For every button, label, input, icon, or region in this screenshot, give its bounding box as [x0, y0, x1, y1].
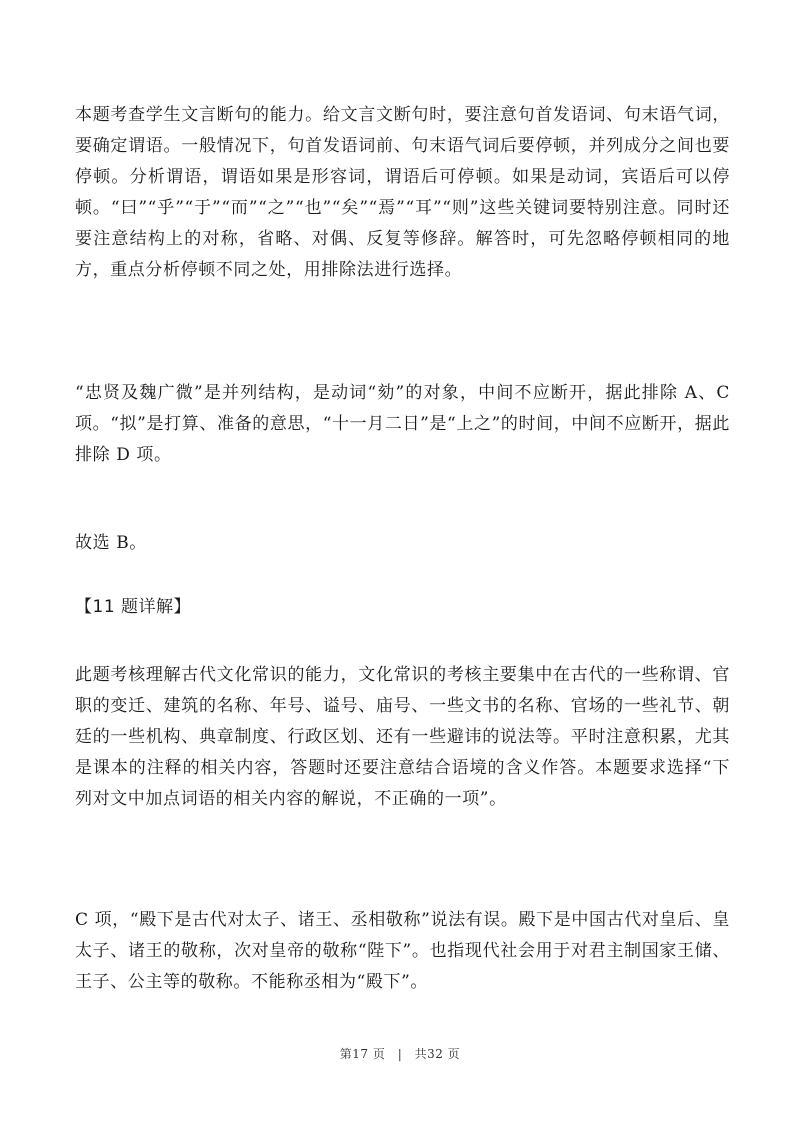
paragraph-cultural-knowledge: 此题考核理解古代文化常识的能力，文化常识的考核主要集中在古代的一些称谓、官职的变迁、建筑的名称、年号、谥号、庙号、一些文书的名称、官场的一些礼节、朝廷的一些机构、典章制度、行政区划、还有一些避讳的说法等。平时注意积累，尤其是课本的注释的相关内容，答题时还要注意结合语境的含义作答。本题要求选择“下列对文中加点词语的相关内容的解说，不正确的一项”。 — [75, 665, 730, 809]
paragraph-option-c-explanation: C 项，“殿下是古代对太子、诸王、丞相敬称”说法有误。殿下是中国古代对皇后、皇太子、诸王的敬称，次对皇帝的敬称“陛下”。也指现代社会用于对君主制国家王储、王子、公主等的敬称。不能称丞相为“殿下”。 — [75, 910, 730, 992]
paragraph-sentence-break-analysis: 本题考查学生文言断句的能力。给文言文断句时，要注意句首发语词、句末语气词，要确定谓语。一般情况下，句首发语词前、句末语气词后要停顿，并列成分之间也要停顿。分析谓语，谓语如果是形容词，谓语后可停顿。如果是动词，宾语后可以停顿。“曰”“乎”“于”“而”“之”“也”“矣”“焉”“耳”“则”这些关键词要特别注意。同时还要注意结构上的对称，省略、对偶、反复等修辞。解答时，可先忽略停顿相同的地方，重点分析停顿不同之处，用排除法进行选择。 — [75, 105, 730, 280]
paragraph-answer: 故选 B。 — [75, 533, 147, 553]
page-number: 第17 页 — [339, 1047, 386, 1061]
page-footer — [0, 1045, 800, 1062]
page-total: 共32 页 — [414, 1047, 461, 1061]
footer-separator: | — [397, 1047, 403, 1061]
paragraph-option-elimination: “忠贤及魏广微”是并列结构，是动词“劾”的对象，中间不应断开，据此排除 A、C 项。“拟”是打算、准备的意思，“十一月二日”是“上之”的时间，中间不应断开，据此排除 D 项。 — [75, 383, 730, 465]
section-heading-q11: 【11 题详解】 — [75, 597, 192, 617]
